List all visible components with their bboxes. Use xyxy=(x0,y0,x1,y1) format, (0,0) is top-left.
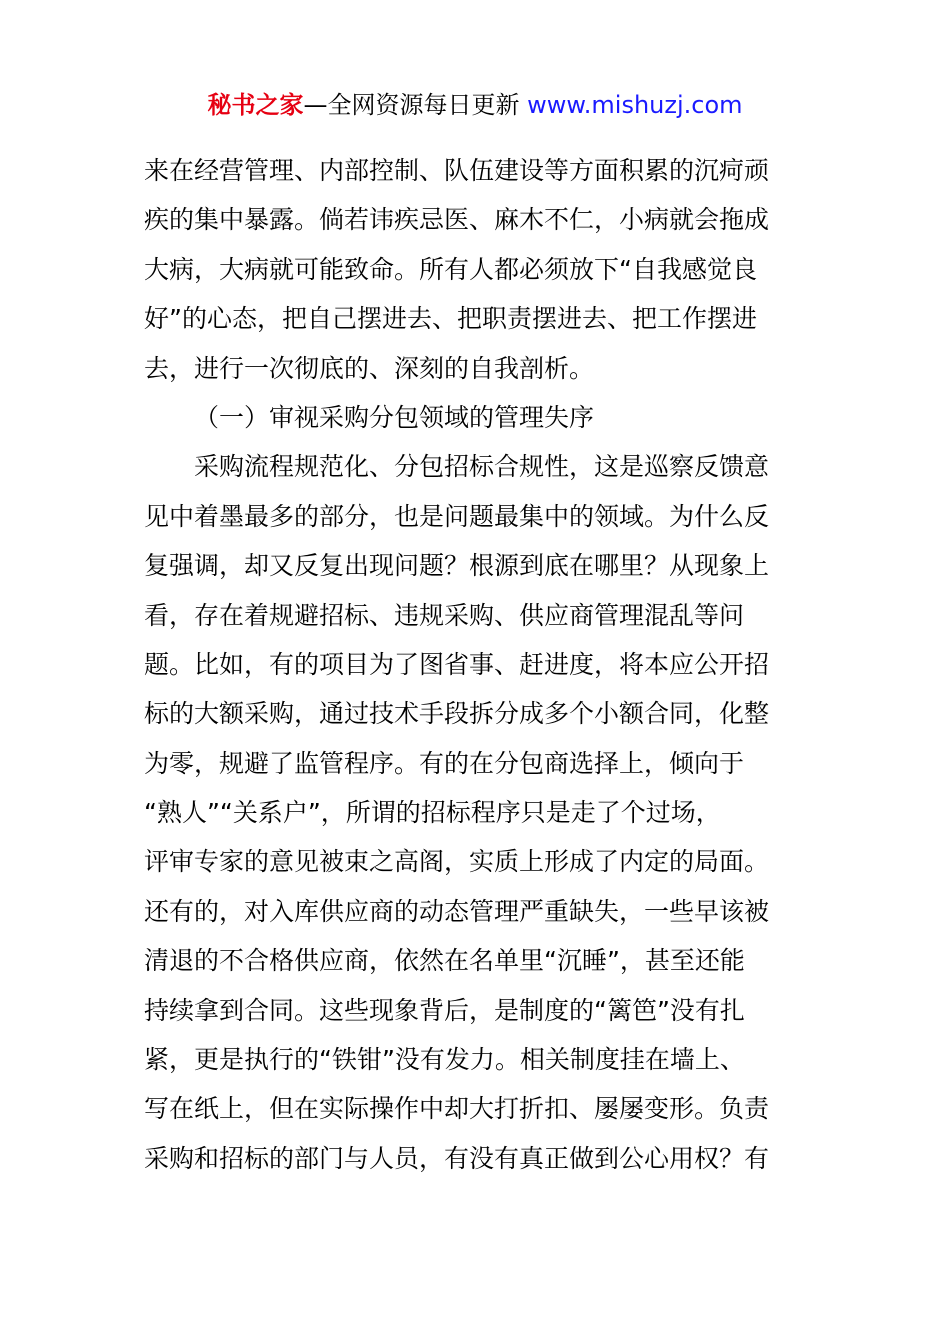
body-line: 疾的集中暴露。倘若讳疾忌医、麻木不仁，小病就会拖成 xyxy=(144,205,770,235)
body-line: 还有的，对入库供应商的动态管理严重缺失，一些早该被 xyxy=(144,896,770,926)
body-line: 持续拿到合同。这些现象背后，是制度的“篱笆”没有扎 xyxy=(144,995,745,1025)
document-body xyxy=(144,146,814,1183)
body-line: 写在纸上，但在实际操作中却大打折扣、屡屡变形。负责 xyxy=(144,1094,770,1124)
body-line: 题。比如，有的项目为了图省事、赶进度，将本应公开招 xyxy=(144,649,770,679)
body-line: 好”的心态，把自己摆进去、把职责摆进去、把工作摆进 xyxy=(144,304,757,334)
body-line: 大病，大病就可能致命。所有人都必须放下“自我感觉良 xyxy=(144,254,757,284)
header-tagline: —全网资源每日更新 xyxy=(303,91,528,119)
body-line: 复强调，却又反复出现问题？根源到底在哪里？从现象上 xyxy=(144,551,770,581)
body-line: “熟人”“关系户”，所谓的招标程序只是走了个过场， xyxy=(144,798,721,828)
body-line: 采购流程规范化、分包招标合规性，这是巡察反馈意 xyxy=(194,452,770,482)
body-line: 看，存在着规避招标、违规采购、供应商管理混乱等问 xyxy=(144,600,745,630)
header-url-link[interactable]: www.mishuzj.com xyxy=(527,91,743,119)
body-line: 清退的不合格供应商，依然在名单里“沉睡”，甚至还能 xyxy=(144,946,745,976)
body-line: 为零，规避了监管程序。有的在分包商选择上，倾向于 xyxy=(144,748,745,778)
body-line: 采购和招标的部门与人员，有没有真正做到公心用权？有 xyxy=(144,1143,770,1173)
body-line: 去，进行一次彻底的、深刻的自我剖析。 xyxy=(144,353,595,383)
body-line: 标的大额采购，通过技术手段拆分成多个小额合同，化整 xyxy=(144,699,770,729)
section-heading: （一）审视采购分包领域的管理失序 xyxy=(194,402,595,432)
body-line: 评审专家的意见被束之高阁，实质上形成了内定的局面。 xyxy=(144,847,770,877)
body-line: 来在经营管理、内部控制、队伍建设等方面积累的沉疴顽 xyxy=(144,156,770,185)
body-line: 紧，更是执行的“铁钳”没有发力。相关制度挂在墙上、 xyxy=(144,1045,745,1075)
body-line: 见中着墨最多的部分，也是问题最集中的领域。为什么反 xyxy=(144,501,770,531)
page-header xyxy=(0,88,950,122)
header-brand: 秘书之家 xyxy=(207,91,304,119)
